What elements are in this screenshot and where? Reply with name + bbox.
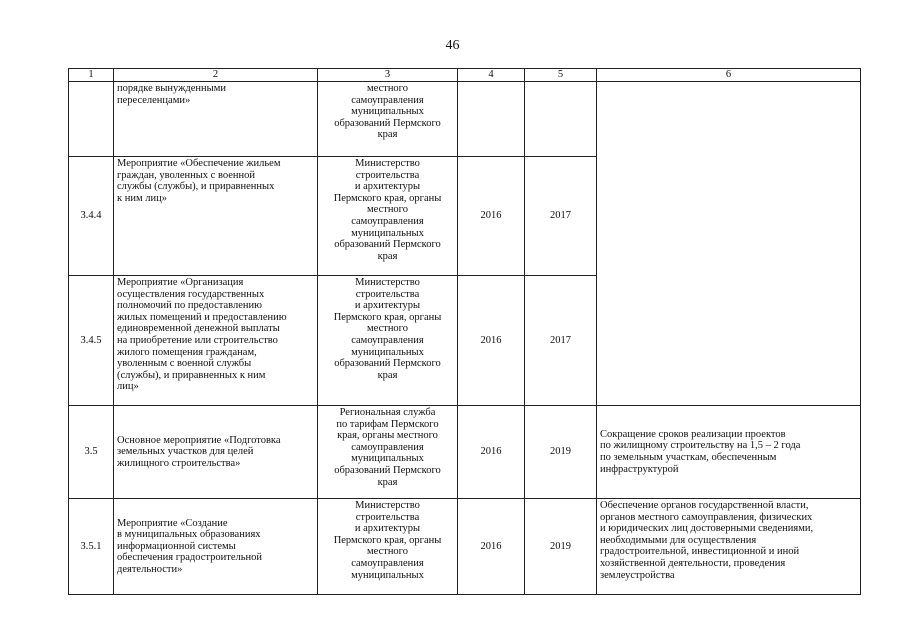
program-activities-table: [68, 68, 861, 595]
executor-cell: Министерство строительства и архитектуры Пермского края, органы местного самоуправления муниципальных образований Пермского края: [318, 157, 458, 276]
activity-name-cell: порядке вынужденными переселенцами»: [114, 82, 318, 157]
end-year-cell: 2017: [525, 157, 597, 276]
page-number: 46: [445, 38, 460, 53]
table-row: [69, 82, 861, 157]
executor-cell: Министерство строительства и архитектуры Пермского края, органы местного самоуправления муниципальных образований Пермского края: [318, 276, 458, 406]
start-year-cell: 2016: [458, 499, 525, 595]
activity-number-cell: 3.4.5: [69, 276, 114, 406]
column-header-3: 3: [318, 69, 458, 82]
start-year-cell: 2016: [458, 157, 525, 276]
result-cell-merged: [597, 82, 861, 406]
start-year-cell: [458, 82, 525, 157]
activity-name-cell: Основное мероприятие «Подготовка земельных участков для целей жилищного строительства»: [114, 406, 318, 499]
executor-cell: Министерство строительства и архитектуры Пермского края, органы местного самоуправления муниципальных: [318, 499, 458, 595]
activity-number-cell: 3.5.1: [69, 499, 114, 595]
column-header-2: 2: [114, 69, 318, 82]
column-header-5: 5: [525, 69, 597, 82]
table-row: [69, 499, 861, 595]
end-year-cell: 2019: [525, 499, 597, 595]
activity-name-cell: Мероприятие «Организация осуществления государственных полномочий по предоставлению жилых помещений и предоставлению единовременной денежной выплаты на приобретение или строительство жилого помещения гражданам, уволенным с военной службы (службы), и приравненных к ним лиц»: [114, 276, 318, 406]
column-header-6: 6: [597, 69, 861, 82]
start-year-cell: 2016: [458, 406, 525, 499]
column-number-row: [69, 69, 861, 82]
end-year-cell: [525, 82, 597, 157]
activity-number-cell: [69, 82, 114, 157]
start-year-cell: 2016: [458, 276, 525, 406]
activity-number-cell: 3.4.4: [69, 157, 114, 276]
result-cell: Обеспечение органов государственной власти, органов местного самоуправления, физических и юридических лиц достоверными сведениями, необходимыми для осуществления градостроительной, инвестиционной и иной хозяйственной деятельности, проведения землеустройства: [597, 499, 861, 595]
executor-cell: Региональная служба по тарифам Пермского края, органы местного самоуправления муниципальных образований Пермского края: [318, 406, 458, 499]
activity-number-cell: 3.5: [69, 406, 114, 499]
executor-cell: местного самоуправления муниципальных образований Пермского края: [318, 82, 458, 157]
activity-name-cell: Мероприятие «Создание в муниципальных образованиях информационной системы обеспечения градостроительной деятельности»: [114, 499, 318, 595]
column-header-1: 1: [69, 69, 114, 82]
table-row: [69, 406, 861, 499]
end-year-cell: 2019: [525, 406, 597, 499]
result-cell: Сокращение сроков реализации проектов по жилищному строительству на 1,5 – 2 года по земельным участкам, обеспеченным инфраструктурой: [597, 406, 861, 499]
column-header-4: 4: [458, 69, 525, 82]
end-year-cell: 2017: [525, 276, 597, 406]
activity-name-cell: Мероприятие «Обеспечение жильем граждан, уволенных с военной службы (службы), и приравненных к ним лиц»: [114, 157, 318, 276]
